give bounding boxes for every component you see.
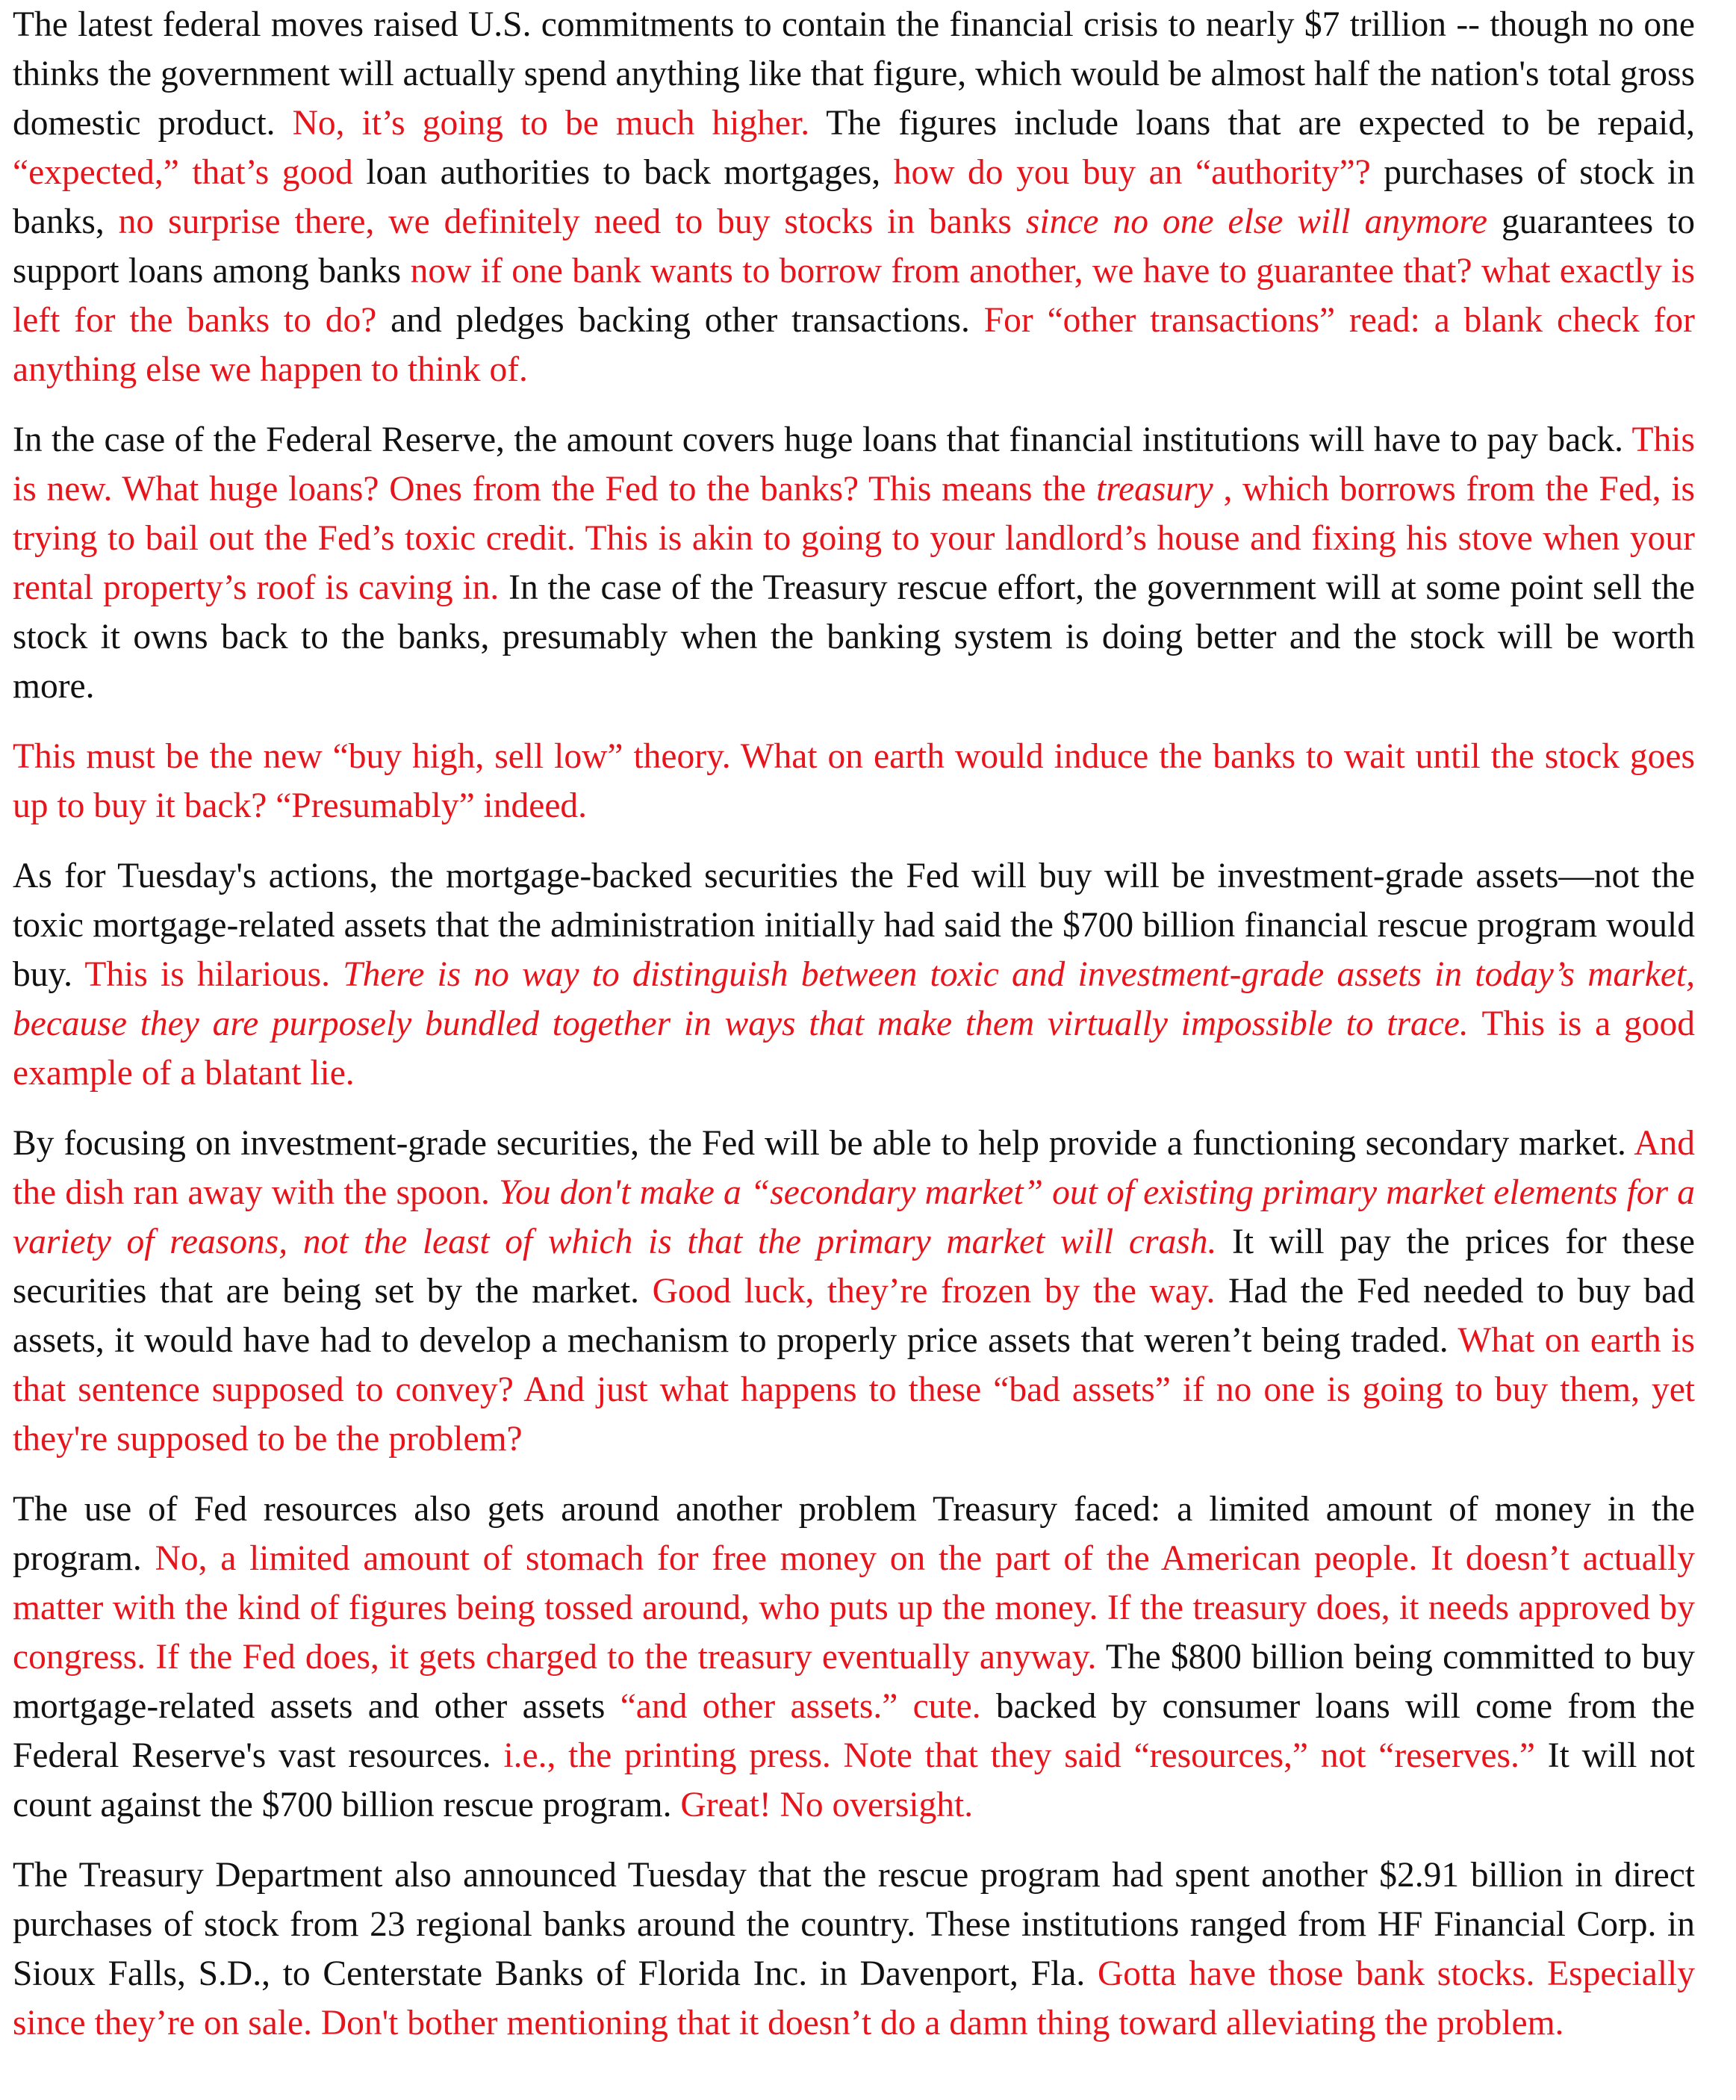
body-text: The Treasury Department also announced Tuesday that the rescue program had spent another $2.91 billion in direct purchases of stock from 23 regional banks around the country. These institutions ranged from HF Financial Corp. in Sioux Falls, S.D., to Centerstate Banks of Florida Inc. in Davenport, Fla. bbox=[13, 1856, 1695, 1993]
paragraph-6 bbox=[13, 1485, 1695, 1830]
paragraph-1 bbox=[13, 0, 1695, 394]
red-annotation: Gotta have those bank stocks. Especially since they’re on sale. Don't bother mentioning that it doesn’t do a damn thing toward alleviating the problem. bbox=[13, 1954, 1695, 2042]
body-text: purchases of stock in banks, bbox=[13, 153, 1695, 241]
red-annotation-italic: There is no way to distinguish between toxic and investment-grade assets in today’s market, because they are purposely bundled together in ways that make them virtually impossible to trace. bbox=[13, 955, 1696, 1043]
body-text: In the case of the Treasury rescue effort, the government will at some point sell the stock it owns back to the banks, presumably when the banking system is doing better and the stock will be worth more. bbox=[13, 568, 1695, 706]
red-annotation: This is hilarious. bbox=[84, 955, 343, 994]
red-annotation: And the dish ran away with the spoon. bbox=[13, 1124, 1695, 1212]
paragraph-3 bbox=[13, 732, 1695, 830]
body-text: The $800 billion being committed to buy mortgage-related assets and other assets bbox=[13, 1638, 1695, 1726]
body-text: and pledges backing other transactions. bbox=[391, 301, 984, 340]
body-text: The figures include loans that are expected to be repaid, bbox=[826, 104, 1695, 143]
body-text: As for Tuesday's actions, the mortgage-backed securities the Fed will buy will be investment-grade assets—not the toxic mortgage-related assets that the administration initially had said the $700 billion financial rescue program would buy. bbox=[13, 857, 1695, 994]
body-text: The latest federal moves raised U.S. commitments to contain the financial crisis to nearly $7 trillion -- though no one thinks the government will actually spend anything like that figure, which would be almost half the nation's total gross domestic product. bbox=[13, 5, 1695, 143]
red-annotation: “expected,” that’s good bbox=[13, 153, 367, 192]
red-annotation-italic: You don't make a “secondary market” out of existing primary market elements for a variety of reasons, not the least of which is that the primary market will crash. bbox=[13, 1173, 1695, 1261]
paragraph-5 bbox=[13, 1119, 1695, 1464]
red-annotation: No, it’s going to be much higher. bbox=[292, 104, 827, 143]
red-annotation: , which borrows from the Fed, is trying to bail out the Fed’s toxic credit. This is akin to going to your landlord’s house and fixing his stove when your rental property’s roof is caving in. bbox=[13, 470, 1696, 607]
body-text: By focusing on investment-grade securities, the Fed will be able to help provide a functioning secondary market. bbox=[13, 1124, 1634, 1163]
body-text: backed by consumer loans will come from the Federal Reserve's vast resources. bbox=[13, 1687, 1695, 1775]
red-annotation: i.e., the printing press. Note that they said “resources,” not “reserves.” bbox=[503, 1736, 1548, 1775]
red-annotation: This must be the new “buy high, sell low” theory. What on earth would induce the banks to wait until the stock goes up to buy it back? “Presumably” indeed. bbox=[13, 737, 1695, 825]
red-annotation: “and other assets.” cute. bbox=[620, 1687, 996, 1726]
paragraph-2 bbox=[13, 415, 1695, 711]
red-annotation: how do you buy an “authority”? bbox=[893, 153, 1384, 192]
red-annotation: Great! No oversight. bbox=[680, 1786, 974, 1824]
body-text: It will pay the prices for these securities that are being set by the market. bbox=[13, 1223, 1696, 1311]
red-annotation-italic: treasury bbox=[1096, 470, 1213, 509]
body-text: loan authorities to back mortgages, bbox=[366, 153, 894, 192]
body-text: The use of Fed resources also gets around another problem Treasury faced: a limited amount of money in the program. bbox=[13, 1490, 1695, 1578]
body-text: In the case of the Federal Reserve, the amount covers huge loans that financial institutions will have to pay back. bbox=[13, 420, 1632, 459]
red-annotation: no surprise there, we definitely need to buy stocks in banks bbox=[118, 202, 1026, 241]
red-annotation-italic: since no one else will anymore bbox=[1025, 202, 1502, 241]
red-annotation: For “other transactions” read: a blank check for anything else we happen to think of. bbox=[13, 301, 1695, 389]
body-text: It will not count against the $700 billion rescue program. bbox=[13, 1736, 1695, 1824]
red-annotation: What on earth is that sentence supposed to convey? And just what happens to these “bad assets” if no one is going to buy them, yet they're supposed to be the problem? bbox=[13, 1321, 1695, 1458]
red-annotation: This is new. What huge loans? Ones from the Fed to the banks? This means the bbox=[13, 420, 1695, 509]
paragraph-4 bbox=[13, 851, 1695, 1098]
body-text: Had the Fed needed to buy bad assets, it would have had to develop a mechanism to properly price assets that weren’t being traded. bbox=[13, 1272, 1695, 1360]
red-annotation: This is a good example of a blatant lie. bbox=[13, 1004, 1695, 1093]
red-annotation: Good luck, they’re frozen by the way. bbox=[652, 1272, 1228, 1311]
red-annotation: No, a limited amount of stomach for free money on the part of the American people. It doesn’t actually matter with the kind of figures being tossed around, who puts up the money. If the treasury does, it needs approved by congress. If the Fed does, it gets charged to the treasury eventually anyway. bbox=[13, 1539, 1695, 1677]
paragraph-7 bbox=[13, 1851, 1695, 2048]
red-annotation: now if one bank wants to borrow from another, we have to guarantee that? what exactly is left for the banks to do? bbox=[13, 252, 1695, 340]
body-text: guarantees to support loans among banks bbox=[13, 202, 1696, 291]
